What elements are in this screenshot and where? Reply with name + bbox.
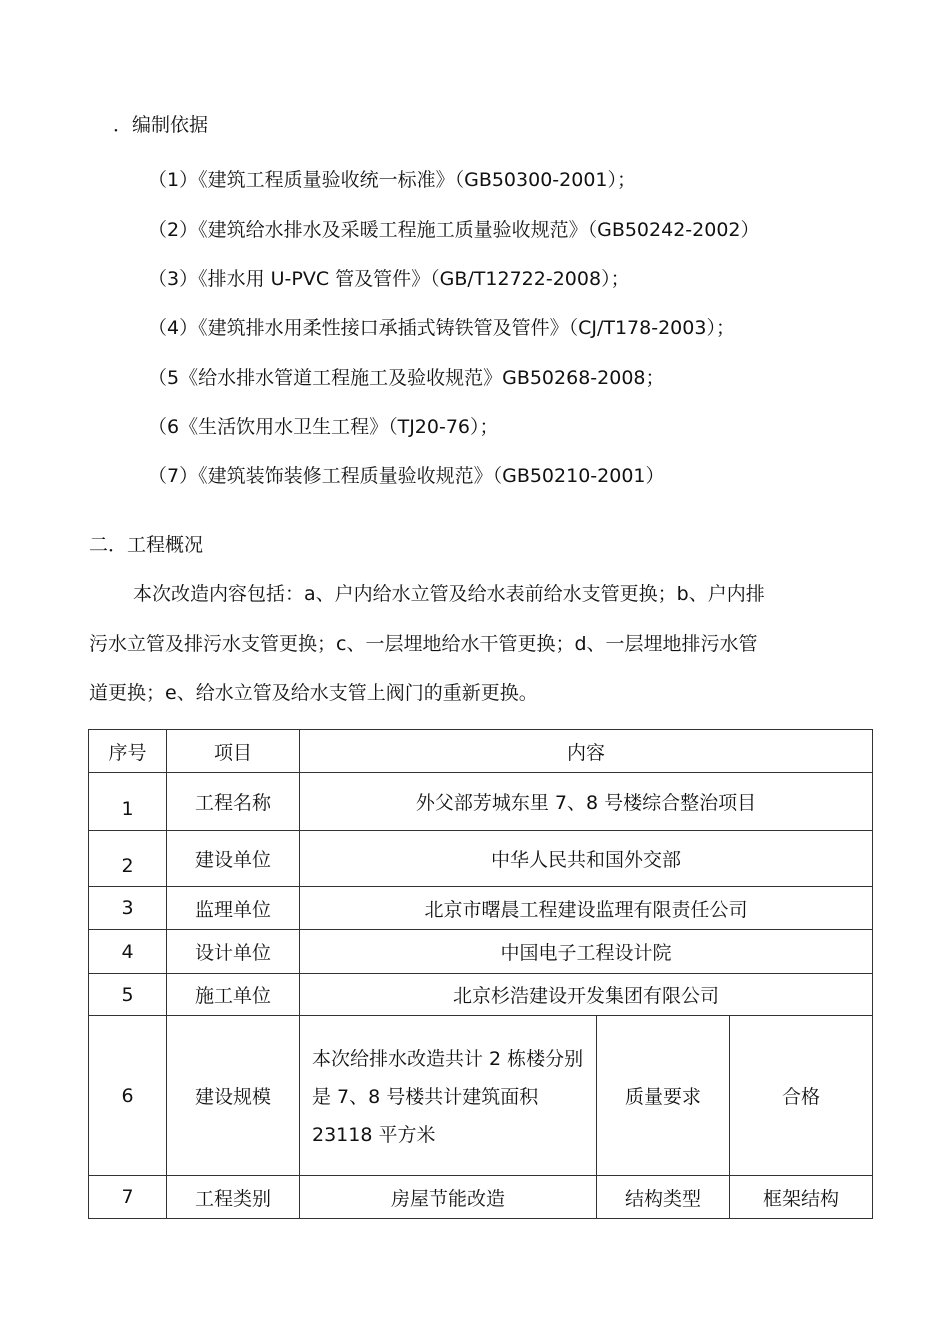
row-number: 1: [89, 773, 167, 831]
structure-type-label: 结构类型: [597, 1176, 730, 1219]
structure-type-value: 框架结构: [730, 1176, 873, 1219]
overview-paragraph-line: 本次改造内容包括：a、户内给水立管及给水表前给水支管更换；b、户内排: [133, 583, 765, 605]
row-number: 5: [89, 974, 167, 1016]
reference-item: （3）《排水用 U-PVC 管及管件》（GB/T12722-2008）；: [148, 268, 630, 290]
row-number: 4: [89, 930, 167, 974]
row-item: 工程类别: [167, 1176, 300, 1219]
header-cell: 序号: [89, 730, 167, 773]
quality-requirement-value: 合格: [730, 1016, 873, 1176]
reference-item: （2）《建筑给水排水及采暖工程施工质量验收规范》（GB50242-2002）: [148, 219, 760, 241]
row-item: 监理单位: [167, 887, 300, 930]
table-row: [89, 974, 873, 1016]
reference-item: （5《给水排水管道工程施工及验收规范》GB50268-2008；: [148, 367, 665, 389]
overview-paragraph-line: 道更换；e、给水立管及给水支管上阀门的重新更换。: [89, 682, 538, 704]
row-number: 6: [89, 1016, 167, 1176]
table-header-row: [89, 730, 873, 773]
table-row: [89, 1016, 873, 1176]
reference-item: （4）《建筑排水用柔性接口承插式铸铁管及管件》（CJ/T178-2003）；: [148, 317, 735, 339]
header-cell: 项目: [167, 730, 300, 773]
table-row: [89, 930, 873, 974]
row-content: 北京市曙晨工程建设监理有限责任公司: [300, 887, 873, 930]
row-item: 建设单位: [167, 831, 300, 887]
row-content: 房屋节能改造: [300, 1176, 597, 1219]
project-info-table: [88, 729, 873, 1219]
table-row: [89, 887, 873, 930]
row-content: 中华人民共和国外交部: [300, 831, 873, 887]
row-content: 外父部芳城东里 7、8 号楼综合整治项目: [300, 773, 873, 831]
reference-item: （7）《建筑装饰装修工程质量验收规范》（GB50210-2001）: [148, 465, 665, 487]
section1-heading: ．编制依据: [113, 114, 209, 136]
row-item: 建设规模: [167, 1016, 300, 1176]
row-item: 设计单位: [167, 930, 300, 974]
section2-heading: 二．工程概况: [89, 534, 204, 556]
reference-item: （1）《建筑工程质量验收统一标准》（GB50300-2001）；: [148, 169, 636, 191]
row-number: 7: [89, 1176, 167, 1219]
header-cell: 内容: [300, 730, 873, 773]
quality-requirement-label: 质量要求: [597, 1016, 730, 1176]
overview-paragraph-line: 污水立管及排污水支管更换；c、一层埋地给水干管更换；d、一层埋地排污水管: [89, 633, 758, 655]
row-content: 中国电子工程设计院: [300, 930, 873, 974]
reference-item: （6《生活饮用水卫生工程》（TJ20-76）；: [148, 416, 499, 438]
row-item: 工程名称: [167, 773, 300, 831]
row-number: 2: [89, 831, 167, 887]
row-content: 北京杉浩建设开发集团有限公司: [300, 974, 873, 1016]
row-number: 3: [89, 887, 167, 930]
table-row: [89, 1176, 873, 1219]
row-item: 施工单位: [167, 974, 300, 1016]
table-row: [89, 773, 873, 831]
row-content: 本次给排水改造共计 2 栋楼分别是 7、8 号楼共计建筑面积 23118 平方米: [300, 1016, 597, 1176]
table-row: [89, 831, 873, 887]
